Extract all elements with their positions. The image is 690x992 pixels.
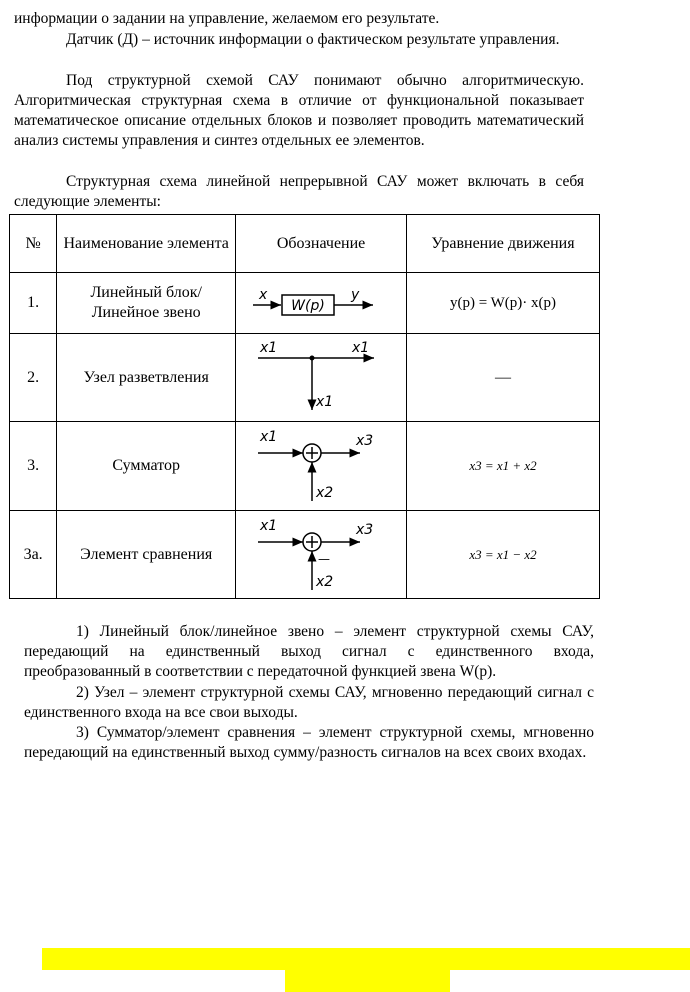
- header-number: №: [10, 215, 57, 273]
- row-name: Сумматор: [57, 422, 236, 511]
- row-equation: [407, 511, 600, 599]
- paragraph-summator-def: 3) Сумматор/элемент сравнения – элемент структурной схемы, мгновенно передающий на единственный выход сумму/разность сигналов на всех своих входах.: [24, 724, 594, 761]
- paragraph-sensor: Датчик (Д) – источник информации о фактическом результате управления.: [66, 31, 560, 48]
- summator-equation: x3 = x1 + x2: [469, 458, 537, 473]
- table-row: [10, 334, 600, 422]
- header-name: Наименование элемента: [57, 215, 236, 273]
- summator-symbol: [236, 422, 407, 511]
- row-name: Элемент сравнения: [57, 511, 236, 599]
- branch-output-label: x1: [352, 339, 370, 356]
- comparison-diagram: [256, 516, 386, 594]
- table-row: [10, 511, 600, 599]
- output-label: y: [351, 287, 360, 303]
- row-number: 2.: [10, 334, 57, 422]
- sum-output-label: x3: [356, 433, 374, 449]
- cmp-output-label: x3: [356, 521, 374, 538]
- linear-block-diagram: [251, 283, 391, 323]
- highlight-bar: [42, 948, 690, 970]
- highlight-bar: [285, 970, 450, 992]
- row-number: 3.: [10, 422, 57, 511]
- cmp-input2-label: x2: [316, 573, 334, 590]
- table-row: [10, 422, 600, 511]
- header-equation: Уравнение движения: [407, 215, 600, 273]
- linear-block-symbol: [236, 273, 407, 334]
- minus-sign: —: [318, 551, 331, 566]
- comparison-element-symbol: [236, 511, 407, 599]
- row-equation: [407, 422, 600, 511]
- paragraph-structural-scheme: Под структурной схемой САУ понимают обычно алгоритмическую. Алгоритмическая структурная схема в отличие от функциональной показывает математическое описание отдельных блоков и позволяет проводить математический анализ системы управления и синтез отдельных ее элементов.: [14, 72, 584, 149]
- header-symbol: Обозначение: [236, 215, 407, 273]
- sum-input1-label: x1: [260, 429, 278, 445]
- input-label: x: [259, 287, 268, 303]
- branch-node-symbol: [236, 334, 407, 422]
- branch-node-diagram: [256, 338, 386, 418]
- block-label: W(p): [291, 298, 325, 314]
- elements-table: [9, 214, 600, 599]
- summator-diagram: [256, 427, 386, 505]
- table-header-row: [10, 215, 600, 273]
- paragraph-elements-intro: Структурная схема линейной непрерывной САУ может включать в себя следующие элементы:: [14, 173, 584, 210]
- paragraph-linear-block-def: 1) Линейный блок/линейное звено – элемент структурной схемы САУ, передающий на единственный выход сигнал с единственного входа, преобразованный в соответствии с передаточной функцией звена W(p).: [24, 623, 594, 680]
- row-equation: —: [407, 334, 600, 422]
- sum-input2-label: x2: [316, 485, 334, 501]
- row-name: Узел разветвления: [57, 334, 236, 422]
- cmp-input1-label: x1: [260, 517, 278, 534]
- branch-down-label: x1: [316, 393, 334, 410]
- paragraph-node-def: 2) Узел – элемент структурной схемы САУ, мгновенно передающий сигнал с единственного входа на все свои выходы.: [24, 684, 594, 721]
- paragraph-task-info: информации о задании на управление, желаемом его результате.: [14, 10, 440, 27]
- row-name: Линейный блок/ Линейное звено: [57, 273, 236, 334]
- branch-input-label: x1: [260, 339, 278, 356]
- row-equation: y(p) = W(p)· x(p): [407, 273, 600, 334]
- comparison-equation: x3 = x1 − x2: [469, 546, 537, 562]
- table-row: [10, 273, 600, 334]
- row-number: 3а.: [10, 511, 57, 599]
- row-number: 1.: [10, 273, 57, 334]
